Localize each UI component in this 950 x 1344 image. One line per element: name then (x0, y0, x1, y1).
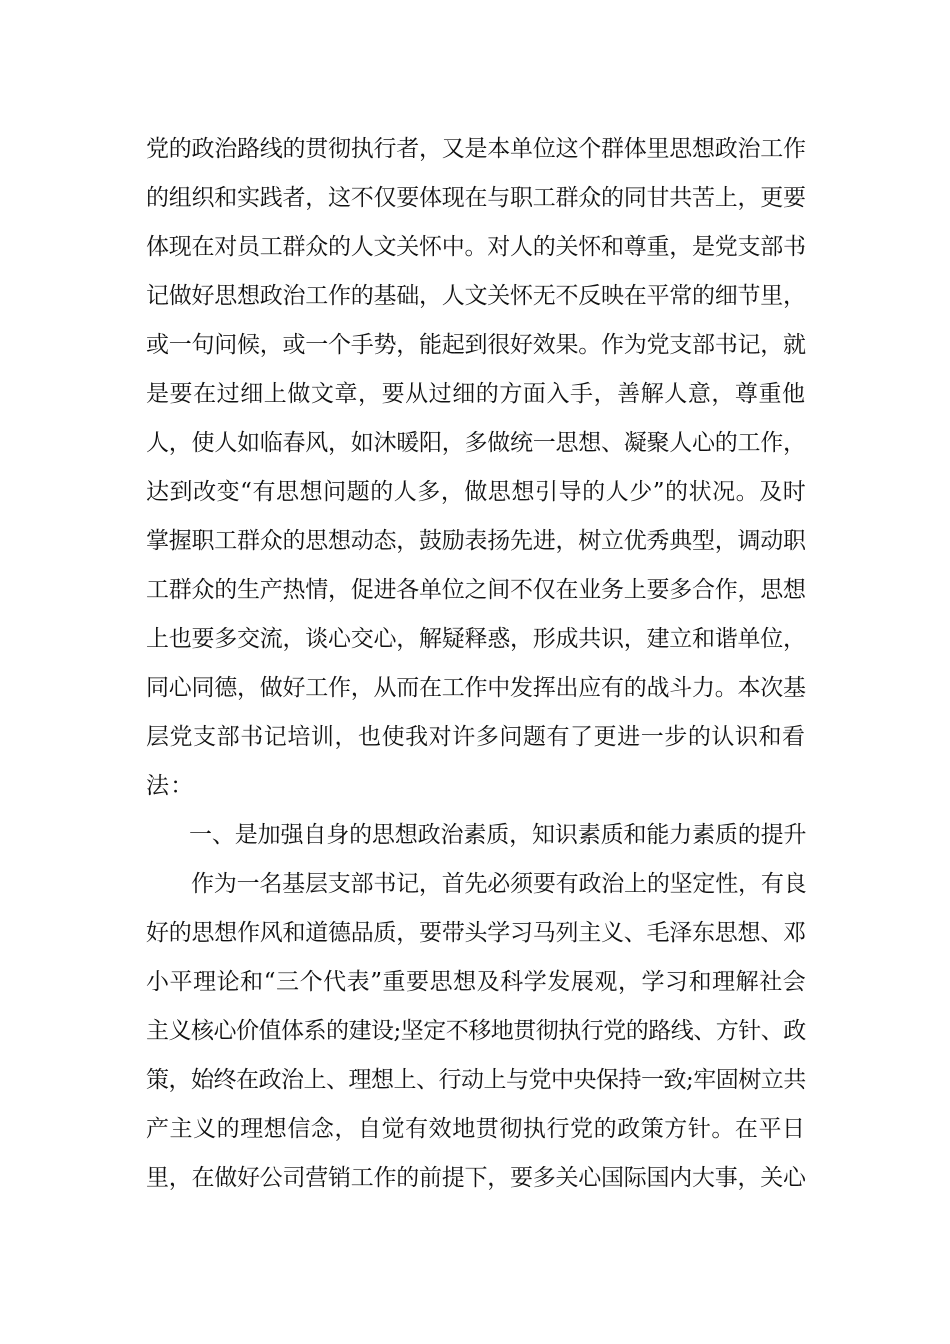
paragraph-line: 是要在过细上做文章，要从过细的方面入手，善解人意，尊重他 (146, 381, 806, 407)
paragraph-line: 的组织和实践者，这不仅要体现在与职工群众的同甘共苦上，更要 (146, 185, 806, 211)
paragraph-line: 达到改变“有思想问题的人多，做思想引导的人少”的状况。及时 (146, 479, 807, 505)
paragraph-line: 里，在做好公司营销工作的前提下，要多关心国际国内大事，关心 (146, 1165, 806, 1191)
paragraph-line: 记做好思想政治工作的基础，人文关怀无不反映在平常的细节里， (146, 283, 806, 309)
paragraph-line: 好的思想作风和道德品质，要带头学习马列主义、毛泽东思想、邓 (146, 920, 806, 946)
paragraph-line: 体现在对员工群众的人文关怀中。对人的关怀和尊重，是党支部书 (146, 234, 806, 260)
section-heading: 一、是加强自身的思想政治素质，知识素质和能力素质的提升 (189, 822, 807, 848)
paragraph-line: 掌握职工群众的思想动态，鼓励表扬先进，树立优秀典型，调动职 (146, 528, 806, 554)
paragraph-line: 层党支部书记培训，也使我对许多问题有了更进一步的认识和看 (146, 724, 806, 750)
paragraph-line: 主义核心价值体系的建设;坚定不移地贯彻执行党的路线、方针、政 (146, 1018, 806, 1044)
paragraph-line: 小平理论和“三个代表”重要思想及科学发展观，学习和理解社会 (146, 969, 807, 995)
paragraph-line: 人，使人如临春风，如沐暖阳，多做统一思想、凝聚人心的工作， (146, 430, 806, 456)
paragraph-line: 党的政治路线的贯彻执行者，又是本单位这个群体里思想政治工作 (146, 136, 806, 162)
paragraph-line: 策，始终在政治上、理想上、行动上与党中央保持一致;牢固树立共 (146, 1067, 806, 1093)
paragraph-line: 法： (146, 773, 195, 799)
paragraph-line: 或一句问候，或一个手势，能起到很好效果。作为党支部书记，就 (146, 332, 806, 358)
paragraph-line: 产主义的理想信念，自觉有效地贯彻执行党的政策方针。在平日 (146, 1116, 806, 1142)
paragraph-line: 工群众的生产热情，促进各单位之间不仅在业务上要多合作，思想 (146, 577, 806, 603)
paragraph-line: 上也要多交流，谈心交心，解疑释惑，形成共识，建立和谐单位， (146, 626, 806, 652)
paragraph-line: 同心同德，做好工作，从而在工作中发挥出应有的战斗力。本次基 (146, 675, 806, 701)
paragraph-line: 作为一名基层支部书记，首先必须要有政治上的坚定性，有良 (191, 871, 807, 897)
